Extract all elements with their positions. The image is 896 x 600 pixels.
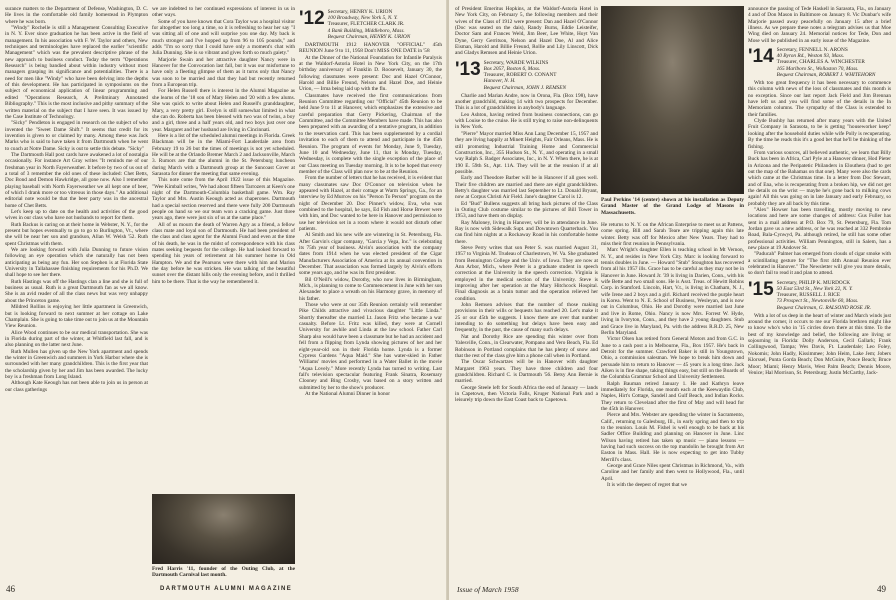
paragraph: It is with the deepest of regret that we (607, 482, 688, 489)
issue-line: Issue of March 1958 (457, 585, 519, 594)
paragraph: We are looking forward with Julia Dunning to future vision following an eye operation which she naturally has not been anticipating as being any fun. Her son Stephen is at Florida State University in Tallahassee finishing requirements for his Ph.D. We shall hope to see her there. (5, 247, 148, 279)
left-page (0, 0, 447, 600)
paragraph: Al Smith and his new wife are wintering in St. Petersburg, Fla. After Garvin's cigar company, "Garcia y Vega, Inc." is celebrating its 75th year of business. Alvin's association with the company dates from 1914 when he was elected president of the Cigar Manufacturers Association of America at its annual convention in December. That association was formed largely by Alvin's efforts some years ago, and he was its first president. (299, 232, 442, 277)
paragraph: With a lot of us deep in the heart of winter and March winds just around the corner, it occurs to me our Florida brethren might like to know who's who in '15 circles down there at this time. To the best of my knowledge and belief, the following are living or sojourning in Florida: Dolly Anderson, Cecil Gallark; Frank Collingwood, Tampa; Wes Davis, Ft. Lauderdale; Leo Foley, Nokomis; John Hadly, Kissimmee; John Heim, Lake Jem; Jobers Klorssel, Punta Gorda Beach; Don McGuire, Ponce Beach; Bruce Moor; Miami; Henry Mavis, West Palm Beach; Dennis Moore, Venice; Hal Morrison, St. Petersburg; Justin McCarthy, Jack- (748, 312, 891, 376)
paragraph: At the National Alumni Dinner in honor (305, 390, 391, 397)
outing-club-photo (152, 494, 295, 564)
paragraph: Some of you have known that Cora Taylor was a hospital visitor for altogether too long a time, so it is refreshing to hear her say "I was sitting all of one and will surprise you one day. My back is much stronger and I've hopped up from 96 to 105 pounds," and adds "I'm so sorry that I could have only a moment's chat with Julia Dunning. She is so vibrant and gives forth so much gaiety." (152, 18, 295, 57)
paragraph: Ruth Hastings was off the Hastings clan a line and she is full of business as usual. Ruth is a great Dartmouth fan as we all know. She is an avid reader of all the class news but was very unhappy about the Princeton game. (5, 278, 148, 304)
paragraph: Marc Wright's daughter Ellen is teaching school in Mt Vernon, N. Y., and resides in New York City. Marc is looking forward to tennis doubles in June. — Howard "Stub" Stoughton has recovered from all his 1957 ills. Grace has to be careful as they may not be in Hanover in June. Howard Jr. '39 is living in Darien, Conn., with his wife Bette and two small sons. He is Asst. Treas. of Hewitt Robins Corp. in Stamford. Lincoln, Hart, V.t., is living in Chatham, N. J., wife Irene and 2 boys and a girl. Richard received the purple heart in Korea. Went to N. E. School of Business, Wesleyan, and is now out in Columbus, Ohio. He and Dorothy were married last June and live in Rome, Ohio. Nancy is now Mrs. Forrest W. Hyde, living in Ivoryton, Conn., and they have 2 young daughters. Stub and Grace live in Maryland, Pa. with the address R.R.D. 25, New Berlin Maryland. (601, 247, 744, 336)
treasurer: Treasurer, RUSSELL J. RICE (776, 292, 841, 299)
class-year: '13 (455, 58, 481, 80)
bequest-chairman: Bequest Chairman, G. RALSOND ROSE JR. (776, 304, 872, 311)
paragraph: "Alex" Howser has been travelling, mostly moving to new locations and here are some changes of address: Gus Fuller has sent in a mail address at P.O. Box 79, St. Petersburg, Fla. Tom Jordan gave us a new address, or he was reached at 332 Pembroke Road, Bala-Cynwyd, Pa. although retired, he still has some other professional activities. William Pennington, still in Salem, has a new place at 19 Andover St. (748, 206, 891, 252)
secretary-address: 100 Broadway, New York 5, N. Y. (327, 15, 398, 22)
paragraph: Early and Theodore Barber will be in Hanover if all goes well. Their five children are married and there are eight grandchildren. Betty's daughter was married last September to Lt. Donald Bryant, now at Corpus Christi Air Field. Jane's daughter Carol is 12. (455, 175, 598, 201)
bequest-chairman: Bequest Chairman, HENRY K. URION (327, 33, 411, 40)
paragraph: At the Dinner of the National Foundation for Infantile Paralysis at the Waldorf-Astoria Hotel in New York City, on the 17th birthday anniversary of Franklin D. Roosevelt, January 30, the following classmates were present: Doc and Hazel O'Connor, Harold and Billie Freund, Nelson and Hazel Doe, and Heinie Urion, — Irma being laid up with the flu. (299, 54, 442, 93)
secretary: Secretary, WARDE WILKINS (483, 59, 549, 66)
bequest-chairman: Bequest Chairman, JOHN J. REMSEN (483, 84, 567, 91)
paragraph: Clyde Bushby has returned after many years with the United Fruit Company in Sarasota, to be is getting "houseworker keep" looking after the household duties while wife Polly is recuperating. By the time he reads this it's a good bet that he'll be thinking of the fishing. (748, 118, 891, 150)
paragraph: "Pierre" Mayor married Miss Ann Lang December 15, 1957 and they are living happily at Minett Heights, Fair Orleans, Mass. He is still promoting Industrial Training Home and Commercial Construction, Inc., 355 Hudson St., N. Y., and operating in a small way Ralph S. Badger Associates, Inc., in N. Y. When there, he is at 190 E. 59th St., Apt. 11A. They will be at the reunion if at all possible. (455, 130, 598, 175)
paragraph: Ruth Mullen has given up the New York apartment and spends the winter in Greenwich and summers in York Harbor where she is surrounded with her many grandchildren. This is the first year that the scholarship given by her and Jim has been awarded. The lucky boy is a freshman from Long Island. (5, 348, 148, 380)
paragraph: This note come from the April 1922 issue of this Magazine. "Wee Kimball writes, 'We had about fifteen Tarrozers at Keen's one night of the Dartmouth-Columbia basketball game. Wm. Ray Taylor and Mrs. Austin Keough acted as chaperones. Dartmouth had a special section reserved and there were fully 200 Dartmouth people on hand so we our team won a cracking game. Just three years ago, there were just six of us at the same place." (152, 177, 295, 222)
secretary-address: 50 East 53rd St., New York 22, N. Y. (776, 285, 853, 292)
paragraph: Ralph Bauman retired January 1. He and Kathryn leave immediately for Florida, one month each at the Keewaydin Club, Naples, Hirt's Cottage, Sandell and Gulf Beach, and Indian Rocks. They return to Cleveland after the first of May and will head for the 45th in Hanover. (601, 380, 744, 412)
paragraph: Charlie and Marian Andre, now in Orona, Fla. (Box 198), have another grandchild, making 14 with two prospects for December. This is a lot of grandchildren in anybody's language. (455, 92, 598, 112)
secretary-address: 40 Byron Rd., Weston 93, Mass. (776, 53, 845, 60)
paragraph: surance matters to the Department of Defense, Washington, D. C. He lives in the comfortable old family homestead in Plympton where he was born. (5, 6, 148, 25)
treasurer-address: 4 Bank Building, Middleboro, Mass. (327, 27, 405, 34)
class-1914-heading (748, 47, 891, 78)
paragraph: All of us mourn the death of Warren Agry as a friend, a fellow class mate and loyal son of Dartmouth. He had been president of the class and class agent for the Alumni Fund and even at the time of his death, he was in the midst of correspondence with his class mates seeking bequests for the college. He had looked forward to spending his years of retirement at his summer home in Old Hampton. We and the Pearsons were there with him and Marion the day before he was stricken. He was talking of the beautiful sunset over the distant hills only the evening before, and it thrilled him to be there. That is the way he remembered it. (152, 221, 295, 285)
class-1915-heading (748, 280, 891, 311)
bequest-chairman: Bequest Chairman, ROBERT J. WHITEHORN (776, 71, 876, 78)
paragraph: George and Grace Niles spent Christmas in Richmond, Va., with Caroline and her family and then went to Hollywood, Fla., until April. (601, 463, 744, 482)
treasurer-address: 73 Prospect St., Newtonville 60, Mass. (776, 298, 859, 305)
left-column-1 (5, 6, 148, 584)
secretary: Secretary, HENRY K. URION (327, 9, 393, 15)
photo-caption: Fred Harris '11, founder of the Outing Club, at the Dartmouth Carnival last month. (152, 566, 295, 579)
class-1913-heading (455, 60, 598, 91)
paragraph: From the number of letters that he has received, it is evident that many classmates saw Doc O'Connor on television when he appeared with Hazel, at their cottage at Warm Springs, Ga., for an interview by Ed Murrow on his "Person To Person" program on the night of December 20. Doc Pinner's widow, Eva, who was combined to the hospital, he says, Ed Fish and Horse Brewer were with him, and Doc wanted to be here in Hanover and permission to use her television set in a room where it would not disturb other patients. (299, 175, 442, 232)
class-1913-notes-end (748, 6, 891, 44)
paragraph: Steve Perry writes that son Peter S. was married August 31, 1957 to Virginia M. Trudeau of Charlestown, W. Va. She graduated from Bennington College and the Univ. of Iowa. They are now at Ann Arbor, Mich., where Peter is a graduate student in speech correction at the University in the speech correction. Virginia is employed in the medical section of the University. Steve is improving after her operation at the Mary Hitchcock Hospital. Final diagnosis as a brain tumor and the operation relieved her condition. (455, 245, 598, 302)
paragraph: For Helen Russell there is interest in the Alumni Magazine as she learns of the '18 son of Mary Helen and '20 with a few alums. She was quick to write about Helen and Russell's granddaughter, Mary, a very pretty girl. Evelyn is still somewhat limited in what she can do. Roberta has been blessed with two was of twins, a boy and a girl, three and a half years old, and two boys just over one year. Margaret and her husband are living in Cincinnati. (152, 88, 295, 133)
page-number: 46 (6, 584, 15, 594)
treasurer: Treasurer, CHARLES A. WINCHESTER (776, 59, 865, 66)
paragraph: Classmates have received the first communications from Reunion Committee regarding our "Official" 45th Reunion to be held June 9 to 11 at Hanover, which emphasizes the extensive and careful preparation that Gerry Pickering, Chairman of the Committee, and the Committee Members have made. This has also been prepared with an awarding of a tentative program, in addition to the reservation card. This has been supplemented by a cordial invitation to each of them to attend and participate in the 45th Reunion. The program of events for Monday, June 9, Tuesday, June 10 and Wednesday, June 11, that is Monday, Tuesday, Wednesday, is complete with the single exception of the place of our Class meeting on Tuesday morning. It is to be hoped that every member of the Class will plan now to be at the Reunion. (299, 92, 442, 175)
class-officers (328, 9, 411, 40)
paragraph: With too great frequency it has been necessary to commence this column with news of the loss of classmates and this month is no exception. Since our last report Jack Field and Jim Brennan have left us and you will find some of the details in the In Memoriam columns. The sympathy of the Class is extended to their families. (748, 80, 891, 118)
paragraph: From various sources, all believed authentic, we learn that Billy Buck has been in Africa, Carl Pyle at a Hanover dinner, Hod Pieter in Arizona and the Peripatetic Philanders in Elouthera (had to get out the map of the Bahamas on that one). Many were also the cards which came at the Christmas time. In a letter from Doc Stewart, and of Ena, who is recuperating from a broken hip, we did not get the details on the wrist — maybe he's gone back to milking cows again! All this was going on in late January and early February, so probably they are all back by this time. (748, 149, 891, 207)
treasurer-address: Hanover, N. H. (483, 78, 516, 85)
paragraph: "Sicky" Pendleton is engaged in research on the subject of who invented the "Sweet Dame Shift." It seems that credit for its invention is given to or claimed by many. Among these was Jack Marks who is said to have taken it from Dartmouth when he went to coach at Notre Dame. Sicky is out to settle this debate. "Sicky" (5, 120, 148, 152)
paragraph: Leo Ashton, having retired from business connections, can go with Louise to the cruise. He is still trying to raise non-delinquents in New York. (455, 111, 598, 131)
paragraph: Bil O'Neill's widow, Dorothy, who now lives in Birmingham, Mich., is planning to come to Commencement in June with her son Alexander to place a wreath on his Harmony grave, in memory of his father. (299, 276, 442, 302)
paragraph: The Dartmouth Hall post cards have awakened a lot of nostalgia occasionally. For instance Art Gray writes "It reminds me of our freshman year in North Fayerweather. It before by two of us out of a total of 3 remember the old ones of these included: Chet Betts, Doc Bond and Demon Hawkridge, all gone now. Also I remember playing baseball with North Fayerweather we all kept one of beer, of which I drank more or too vitreous in those days." An additional editorial note would be that the beer party was in the ancestral home of Chet Betts. (5, 151, 148, 209)
left-column-3 (299, 6, 442, 584)
paragraph: Pierce and Mrs. Webster are spending the winter in Sacramento, Calif., returning to Galesburg, Ill., in early spring and then to trip to the reunion. Louis M. Fishel is well enough to be back at his Sadler Office Building and planning on Hanover in June. Linc Wilson having retired has taken up music — piano lessons — having had such success on the top mandolin he brought from Art Easton in Mass. Hall. He is now expecting to get into Tubby Merrill's class. (601, 412, 744, 463)
class-1912-notes-continued (455, 6, 598, 57)
page-number: 49 (877, 584, 886, 594)
paragraph: Marjorie Swain and her attractive daughter Nancy were in Hanover for the Convocation last fall, but it was our misfortune to have only a fleeting glimpse of them as it turns only that Nancy was soon to be married and that they had but recently returned from a European trip. (152, 56, 295, 89)
paragraph: Those who were at our 35th Reunion certainly will remember Pike Childs attractive and vivacious daughter "Little Linda." Shortly thereafter she married Lt. Jason Fritz who became a war casualty. Before Lt. Fritz was killed, they were at Cornell University for awhile and Linda at the law school. Father Carl Sharp also would have been a classmate but he had an accident and fell from a flipping from Lynda showing pictures of her and her eight-year-old son in their Florida home. Lynda is a former Cypress Gardens "Aqua Maid." She has water-skied in Father Williams' movies and performed in a Water Ballet in the movie "Aqua Lovely." More recently Lynda has turned to writing. Last fall's television spectacular featuring Frank Sinatra, Rosemary Clooney and Bing Crosby, was based on a story written and submitted by her to the show's producer. (299, 302, 442, 391)
paragraph: Ruth Backus is caring on at their home in Webster, N. Y., for the present but hopes eventually to go to go to Burlington, Vt., where she will be near her son and grandson, Allan W. Welsh '52. Ruth spent Christmas with them. (5, 221, 148, 247)
right-column-2 (601, 222, 744, 584)
paragraph: Although Kate Keough has not been able to join us in person at our class gatherings (5, 380, 148, 393)
paragraph: Ed "Bud" Bullens suggests all bring back pictures of the Class in Outing Club costume similar to the pictures of Bill Tower in 1953, and have them on display. (455, 200, 598, 220)
class-1912-heading (299, 9, 442, 40)
masons-installation-photo (601, 6, 744, 194)
class-officers (484, 60, 566, 91)
right-page (449, 0, 896, 600)
paragraph: John Remsen advises that the number of those making provisions in their wills or bequests has reached 20. Let's make it 25 or our 45th be suggests. I know there are over that number intending to do something but delays have been easy and frequently, in the past, the cause of many such delays. (455, 302, 598, 334)
right-column-3 (748, 6, 891, 584)
paragraph: "Windy" Rochelle is still a Management Consulting Executive in N. Y. Ever since graduation he has been active in the field of management. In his association with F. W. Taylor and others, New techniques and terminologies have replaced the earlier "scientific Management" which was the prevalent descriptive phrase of the new approach to business conduct. Today the term "Operations Research" is being bandied about within industry without most managers grasping its significance and potentialities. There is a need for men like "Windy" who have been delving into the depths of this development. He has participated in symposiums on the subject of economical application of linear programming and edited "Operations Research, A Preliminary Annotated Bibliography." This is the most inclusive and pithy summary of the written material on the subject that I have seen. It was issued by the Case Institute of Technology. (5, 25, 148, 120)
treasurer-address: 165 Marlboro St., Wollaston 70, Mass. (776, 65, 859, 72)
right-column-1 (455, 6, 598, 584)
paragraph: Nat and Dorothy Rice are spending this winter over from Yalesville, Conn., in Clearwater, Pompano and Vero Beach, Fla. Ed Robinson in Portland complains that he has plenty of snow and that the rest of the class give him a phone call when in Portland. (455, 333, 598, 359)
paragraph: "Paducah" Palmer has emerged from clouds of cigar smoke with a scintillating gesture for "The first 44th Annual Reunion ever celebrated in Hanover." The Newsletter will give you more details, so don't fail to read it and plan to attend. (748, 251, 891, 277)
treasurer: Treasurer, FLETCHER CLARK JR. (327, 21, 405, 28)
class-year: '15 (748, 278, 774, 300)
paragraph: Here is a list of the scheduled alumni meetings in Florida. Greek Blackman will be in the Miami-Fort Lauderdale area from February 19 to 26 but the times of meetings is not yet scheduled. He will be at the Orlando Bremer March 2 and Jacksonville, March 3. Rumors are that the alumni in the St. Petersburg luncheon during March with a Dartmouth group at the Suncoast Cover at Sarasota for dinner the meeting that same evening. (152, 132, 295, 177)
class-officers (777, 47, 876, 78)
paragraph: Victor Olsen has retired from General Motors and from G.C. in June to a cash post a in Melbourne, Fla., Box 1957. He's back in Detroit for the summer. Crawford Baker is still in Youngstown, Ohio, a commission salesman. We hope to break him down and persuade him to return to Hanover — 45 years is a long time. Jack Aiken is in fine shape, taking things easy, but still on the Boards of the Columbia Grammar School and University Settlement. (601, 336, 744, 381)
class-officers (777, 280, 871, 311)
paragraph: DARTMOUTH 1912 HANOVER "OFFICIAL" 45th REUNION June 9 to 11, 1958 Don't MISS ONE DATE in '58 (299, 42, 442, 55)
class-1912-notes (299, 42, 442, 397)
secretary: Secretary, PHILIP K. MURDOCK (776, 279, 851, 286)
treasurer: Treasurer, ROBERT O. CONANT (483, 72, 557, 79)
secretary: Secretary, FENNELL N. ARONS (776, 47, 848, 54)
paragraph: He returns to N. Y. on the African Enterprise to meet us at Pattens, come spring. Bill and Sarah Teare are tripping again this late winter. Betty was off for Mexico after New Years. They had to miss their first reunion in Pennsylvania. (601, 222, 744, 248)
class-1915-notes (748, 313, 891, 376)
paragraph: Let's keep up to date on the health and activities of the good wives in our class who have not husbands to report for them. (5, 209, 148, 222)
paragraph: Ray Maloney, living in Hanover, will be in attendance in June. Ray is now with Sidewalk Supt. and Downtown Quarterback. You can find him nights at a Rockaway Road in his comfortable home there. (455, 219, 598, 245)
paragraph: we are indebted to her continued expressions of interest in us in other ways. (152, 6, 295, 19)
paragraph: of President Emeritus Hopkins, at the Waldorf-Astoria Hotel in New York City, on February 5, the following members and their wives of the Class of 1912 were present: Dan and Hazel O'Connor (Doc was seated on the dais), Randy Burns, Eddie Leisteifer, Doctor Sam and Frances Weld, Jim Beer, Lee White, Hoyt Van Dyne, Gerry Gerritson, Nelson and Hazel Doe, Al and Alice Eisman, Harold and Billie Freund, Rollie and Lily Linscott, Dick and Gladys Remsen and Heinie Urion. (455, 6, 598, 57)
class-1914-notes (748, 80, 891, 277)
paragraph: Alice Wood continues to be our medical transportation. She was in Florida during part of the winter, at Whitfield last fall, and is also planning on the latter next June. (5, 329, 148, 349)
class-year: '14 (748, 46, 774, 68)
photo-caption: Paul Perkins '14 (center) shown at his installation as Deputy Grand Master of the Grand Lodge of Masons in Massachusetts. (601, 197, 744, 216)
paragraph: Mildred Rollins is enjoying her little apartment in Greenwich, but is looking forward to next summer at her cottage on Lake Champlain. She is going to take time out to join us at the Mountain View Reunion. (5, 304, 148, 330)
class-year: '12 (299, 8, 325, 29)
paragraph: The Oscar Schwartzes will be in Hanover with daughter Margaret 1963 years. They have three children and four grandchildren. Richard C. is Dartmouth '56. Betsy Ann Bernie is married. (455, 359, 598, 385)
left-column-2 (152, 6, 295, 494)
secretary-address: Box 2057, Boston 6, Mass. (483, 65, 541, 72)
class-1913-notes (455, 93, 598, 404)
paragraph: George Steele left for South Africa the end of January — lands in Capetown, then Victoria Falls, Kruger National Park and a leisurely trip down the East Coast back to Capetown. (455, 384, 598, 404)
magazine-title: DARTMOUTH ALUMNI MAGAZINE (160, 586, 293, 592)
paragraph: announce the passing of Tede Haskell in Sarasota, Fla., on January 4 and of Don Mason in Baltimore on January 8. Vic Dunbar's wife Marjorie passed away peacefully on January 15 after a brief illness. As we prepare these notes a telegram advises us that Moe Wing died on January 24. Memorial notices for Tede, Don and Mose will be published in an early issue of the Magazine. (748, 6, 891, 44)
